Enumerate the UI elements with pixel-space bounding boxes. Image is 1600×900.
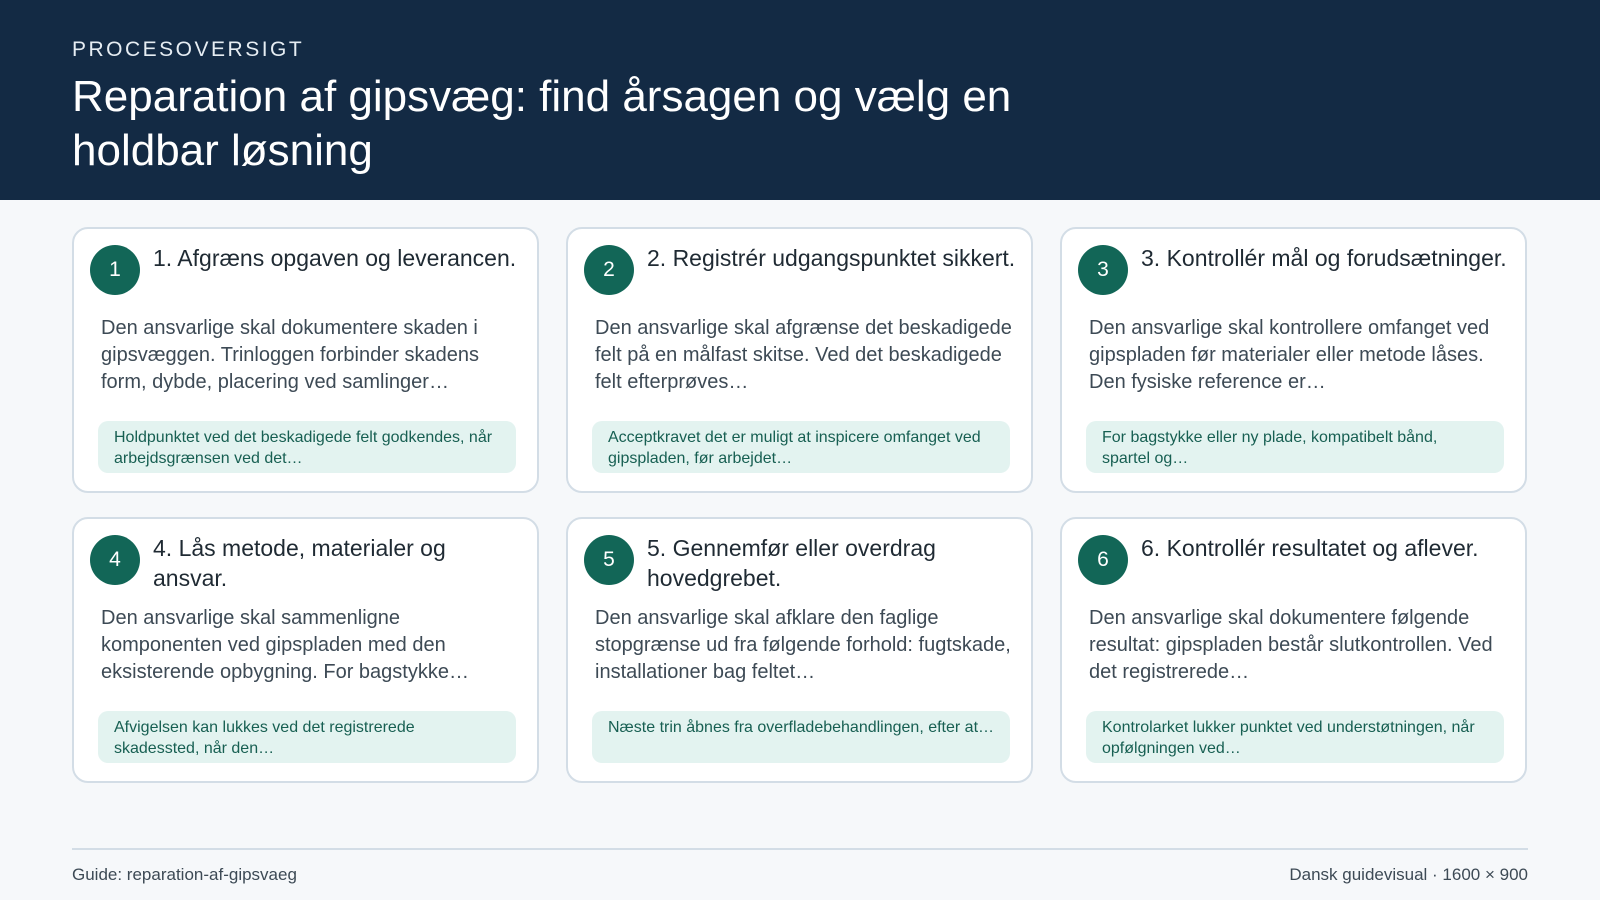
header-banner: [0, 0, 1600, 200]
step-title: 3. Kontrollér mål og forudsætninger.: [1141, 245, 1507, 271]
step-card-2: [566, 227, 1033, 493]
page-title: Reparation af gipsvæg: find årsagen og vælg en holdbar løsning: [72, 72, 1012, 175]
step-number-badge: 2: [584, 245, 634, 295]
step-note: Acceptkravet det er muligt at inspicere omfanget ved gipspladen, før arbejdet…: [592, 421, 1010, 473]
step-number-badge: 3: [1078, 245, 1128, 295]
step-card-5: [566, 517, 1033, 783]
step-title: 1. Afgræns opgaven og leverancen.: [153, 245, 517, 271]
footer-divider: [72, 848, 1528, 850]
step-card-6: [1060, 517, 1527, 783]
footer-guide-label: Guide: reparation-af-gipsvaeg: [72, 865, 297, 884]
step-title: 5. Gennemfør eller overdrag hovedgrebet.: [647, 535, 936, 591]
step-description: Den ansvarlige skal sammenligne komponenten ved gipspladen med den eksisterende opbygning. For bagstykke…: [101, 607, 469, 683]
step-card-1: [72, 227, 539, 493]
step-number-badge: 1: [90, 245, 140, 295]
step-description: Den ansvarlige skal dokumentere følgende resultat: gipspladen består slutkontrollen. Ved det registrerede…: [1089, 607, 1493, 683]
step-number-badge: 5: [584, 535, 634, 585]
step-description: Den ansvarlige skal afklare den faglige stopgrænse ud fra følgende forhold: fugtskade, installationer bag feltet…: [595, 607, 1011, 683]
process-steps-grid: [72, 227, 1528, 783]
step-note: Næste trin åbnes fra overfladebehandlingen, efter at…: [592, 711, 1010, 763]
step-title: 4. Lås metode, materialer og ansvar.: [153, 535, 446, 591]
step-note: Kontrolarket lukker punktet ved understøtningen, når opfølgningen ved…: [1086, 711, 1504, 763]
step-title: 6. Kontrollér resultatet og aflever.: [1141, 535, 1479, 561]
footer-meta-label: Dansk guidevisual · 1600 × 900: [1289, 865, 1528, 884]
step-description: Den ansvarlige skal dokumentere skaden i gipsvæggen. Trinloggen forbinder skadens form, dybde, placering ved samlinger…: [101, 317, 480, 393]
step-note: For bagstykke eller ny plade, kompatibelt bånd, spartel og…: [1086, 421, 1504, 473]
step-description: Den ansvarlige skal kontrollere omfanget ved gipspladen før materialer eller metode låses. Den fysiske reference er…: [1089, 317, 1490, 393]
step-number-badge: 6: [1078, 535, 1128, 585]
step-card-4: [72, 517, 539, 783]
step-description: Den ansvarlige skal afgrænse det beskadigede felt på en målfast skitse. Ved det beskadigede felt efterprøves…: [595, 317, 1012, 393]
step-note: Afvigelsen kan lukkes ved det registrerede skadessted, når den…: [98, 711, 516, 763]
step-card-3: [1060, 227, 1527, 493]
step-note: Holdpunktet ved det beskadigede felt godkendes, når arbejdsgrænsen ved det…: [98, 421, 516, 473]
eyebrow-label: PROCESOVERSIGT: [72, 38, 305, 61]
step-title: 2. Registrér udgangspunktet sikkert.: [647, 245, 1016, 271]
step-number-badge: 4: [90, 535, 140, 585]
